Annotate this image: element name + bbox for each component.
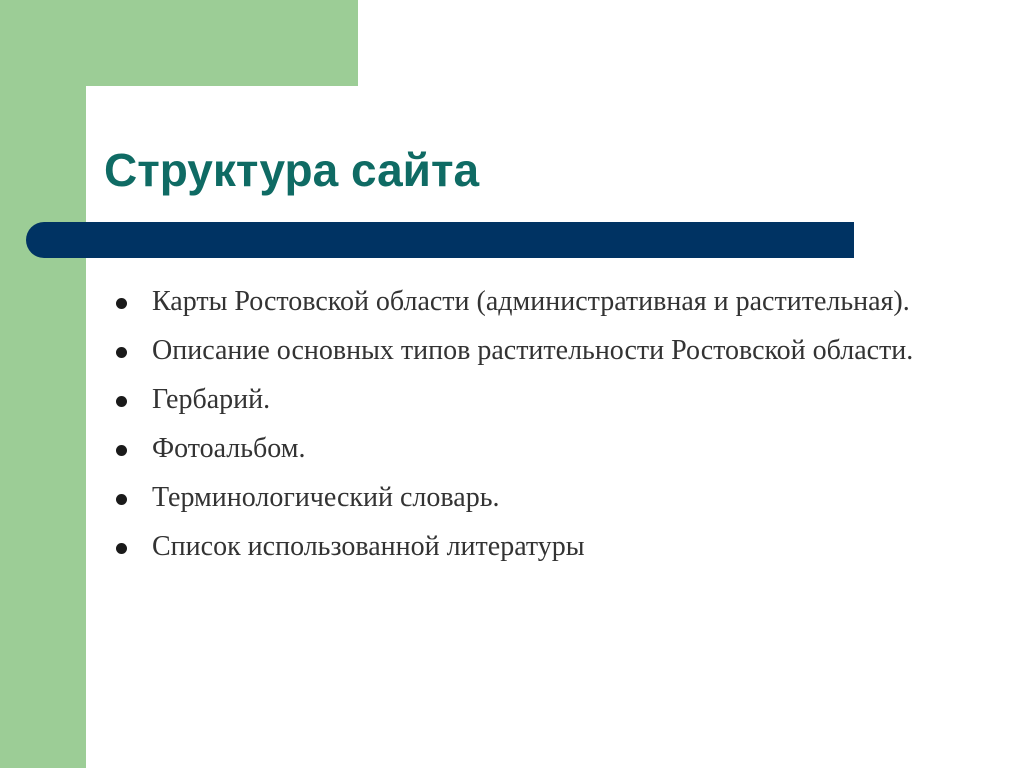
list-item-text: Описание основных типов растительности Ростовской области. bbox=[152, 335, 914, 366]
list-item bbox=[112, 429, 972, 468]
list-item-text: Список использованной литературы bbox=[152, 531, 585, 562]
decor-green-left-band bbox=[0, 0, 86, 768]
title-underline-bar bbox=[26, 222, 854, 258]
bullet-dot-icon bbox=[116, 445, 127, 456]
bullet-dot-icon bbox=[116, 347, 127, 358]
list-item-text: Карты Ростовской области (административная и растительная). bbox=[152, 286, 910, 317]
list-item bbox=[112, 527, 972, 566]
decor-green-top-band bbox=[0, 0, 358, 86]
bullet-dot-icon bbox=[116, 494, 127, 505]
list-item bbox=[112, 478, 972, 517]
list-item bbox=[112, 331, 972, 370]
list-item-text: Гербарий. bbox=[152, 384, 271, 415]
bullet-dot-icon bbox=[116, 298, 127, 309]
bullet-dot-icon bbox=[116, 396, 127, 407]
list-item bbox=[112, 282, 972, 321]
bullet-dot-icon bbox=[116, 543, 127, 554]
list-item-text: Терминологический словарь. bbox=[152, 482, 500, 513]
list-item bbox=[112, 380, 972, 419]
list-item-text: Фотоальбом. bbox=[152, 433, 306, 464]
slide-title: Структура сайта bbox=[104, 144, 480, 196]
bullet-list bbox=[112, 282, 972, 576]
